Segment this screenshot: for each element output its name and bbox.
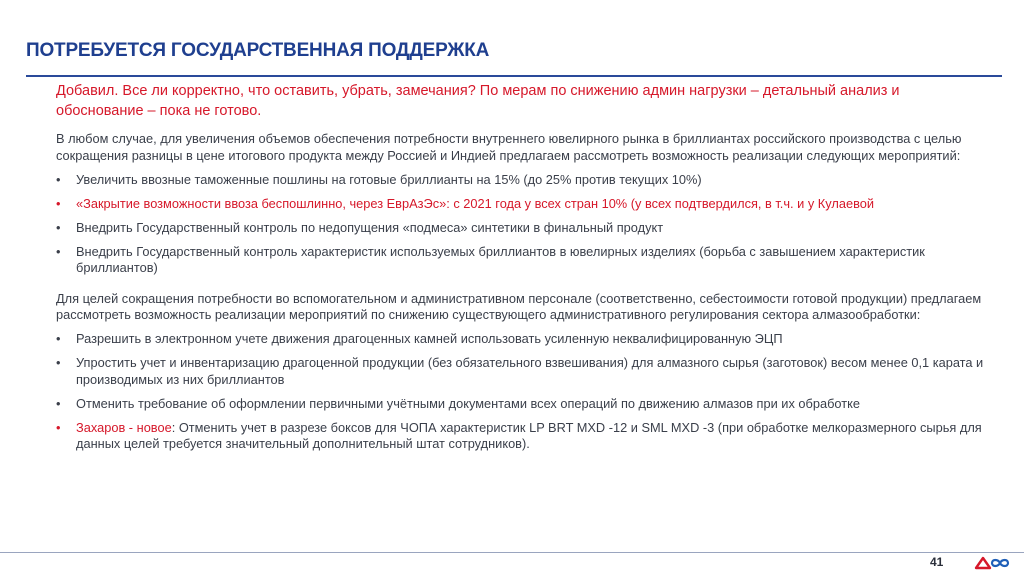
page-number: 41 [930, 555, 944, 569]
bullet-item [56, 420, 986, 453]
slide-body [56, 131, 986, 453]
bullet-icon: • [56, 195, 61, 211]
bullet-icon: • [56, 355, 61, 370]
bullet-item [56, 244, 986, 277]
section2-bullet-list [56, 331, 986, 453]
bullet-text: Отменить требование об оформлении первичными учётными документами всех операций по движению алмазов при их обработке [76, 395, 860, 411]
bullet-item [56, 396, 986, 413]
bullet-icon: • [56, 331, 61, 346]
company-logo-icon [974, 555, 1014, 571]
bullet-icon: • [56, 171, 61, 187]
section2-intro: Для целей сокращения потребности во вспомогательном и административном персонале (соответственно, себестоимости готовой продукции) предлагаем рассмотреть возможность реализации мероприятий по снижению существующего административного регулирования сектора алмазообработки: [56, 290, 982, 322]
bullet-item [56, 331, 986, 348]
page-title: ПОТРЕБУЕТСЯ ГОСУДАРСТВЕННАЯ ПОДДЕРЖКА [26, 40, 490, 61]
bullet-text: «Закрытие возможности ввоза беспошлинно, через ЕврАзЭс»: с 2021 года у всех стран 10% (у всех подтвердился, в т.ч. и у Кулаевой [76, 195, 874, 211]
section1-intro: В любом случае, для увеличения объемов обеспечения потребности внутреннего ювелирного рынка в бриллиантах российского производства с целью сокращения разницы в цене итогового продукта между Россией и Индией предлагаем рассмотреть возможность реализации следующих мероприятий: [56, 131, 962, 163]
bullet-icon: • [56, 219, 61, 235]
author-tag: Захаров - новое [76, 419, 172, 435]
editor-note: Добавил. Все ли корректно, что оставить, убрать, замечания? По мерам по снижению админ нагрузки – детальный анализ и обоснование – пока не готово. [56, 83, 900, 119]
bullet-item-highlighted [56, 196, 986, 213]
section1-bullet-list [56, 172, 986, 277]
title-divider [26, 75, 1002, 77]
bullet-item [56, 220, 986, 237]
bullet-text: Внедрить Государственный контроль характеристик используемых бриллиантов в ювелирных изделиях (борьба с завышением характеристик бриллиантов) [76, 243, 925, 275]
bullet-item [56, 172, 986, 189]
bullet-text: Упростить учет и инвентаризацию драгоценной продукции (без обязательного взвешивания) для алмазного сырья (заготовок) весом менее 0,1 карата и производимых из них бриллиантов [76, 355, 984, 387]
bullet-icon: • [56, 395, 61, 411]
bullet-text: Разрешить в электронном учете движения драгоценных камней использовать усиленную неквалифицированную ЭЦП [76, 331, 783, 346]
bullet-item [56, 355, 986, 388]
bullet-icon: • [56, 243, 61, 259]
bullet-text: : Отменить учет в разрезе боксов для ЧОПА характеристик LP BRT MXD -12 и SML MXD -3 (при обработке мелкоразмерного сырья для данных целей требуется значительный дополнительный штат сотрудников). [76, 419, 982, 451]
bullet-text: Внедрить Государственный контроль по недопущения «подмеса» синтетики в финальный продукт [76, 219, 664, 235]
footer-divider [0, 552, 1024, 553]
bullet-text: Увеличить ввозные таможенные пошлины на готовые бриллианты на 15% (до 25% против текущих 10%) [76, 171, 702, 187]
bullet-icon: • [56, 419, 61, 435]
